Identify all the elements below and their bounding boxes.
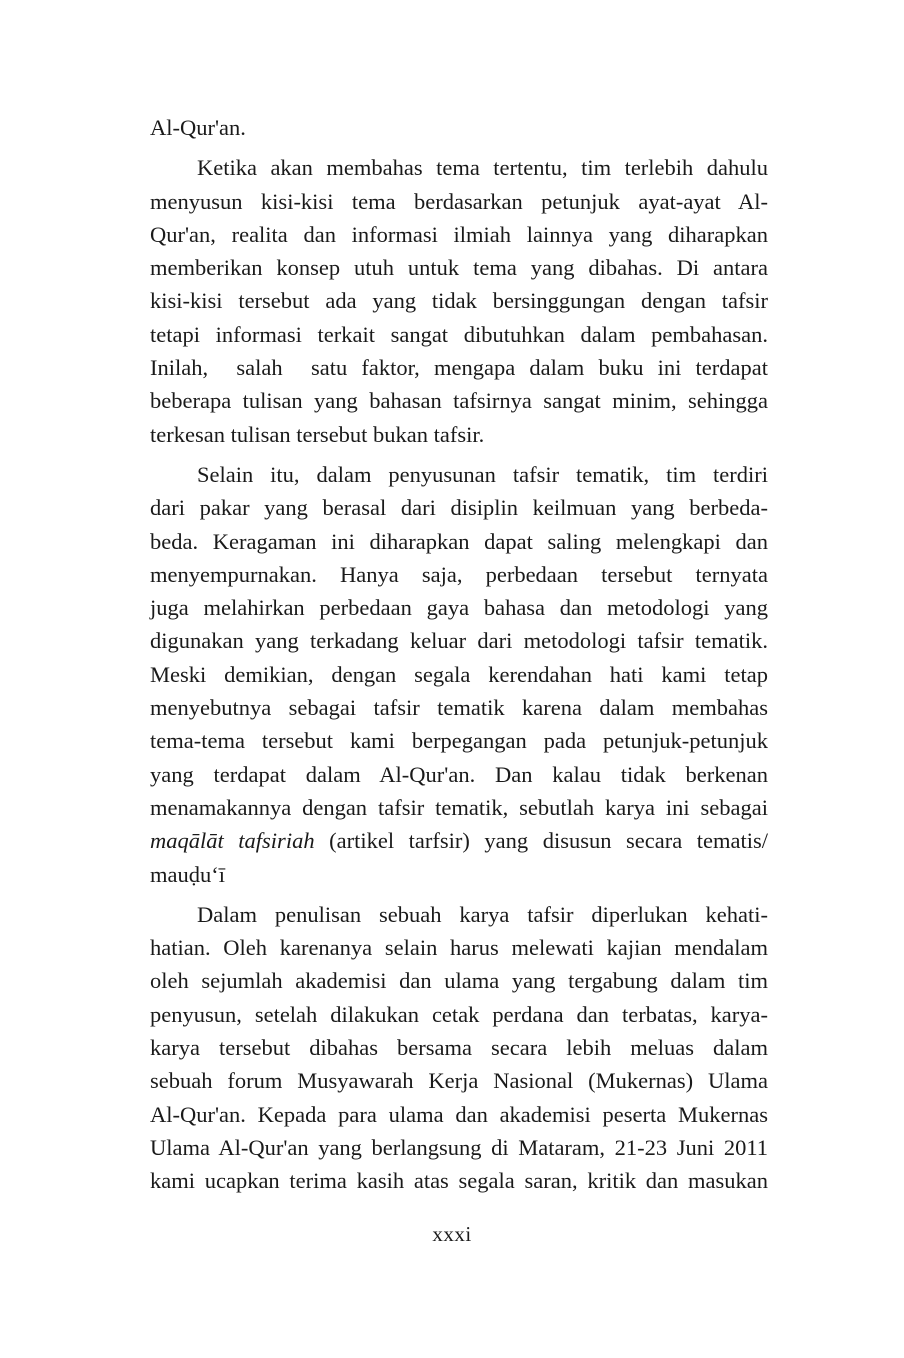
text-line: digunakan yang terkadang keluar dari metodologi tafsir tematik. (150, 628, 768, 654)
text-line: menyebutnya sebagai tafsir tematik karena dalam membahas (150, 695, 768, 721)
text-line: memberikan konsep utuh untuk tema yang dibahas. Di antara (150, 255, 768, 281)
text-line: tema-tema tersebut kami berpegangan pada petunjuk-petunjuk (150, 728, 768, 754)
text-line: terkesan tulisan tersebut bukan tafsir. (150, 421, 485, 447)
page-body (150, 111, 768, 1198)
text-line: penyusun, setelah dilakukan cetak perdana dan terbatas, karya- (150, 1001, 768, 1027)
text-line: hatian. Oleh karenanya selain harus melewati kajian mendalam (150, 935, 768, 961)
text-line: menamakannya dengan tafsir tematik, sebutlah karya ini sebagai (150, 794, 768, 820)
text-line: Meski demikian, dengan segala kerendahan hati kami tetap (150, 661, 768, 687)
italic-term: maqālāt tafsiriah (150, 828, 315, 854)
text-line: beda. Keragaman ini diharapkan dapat saling melengkapi dan (150, 528, 768, 554)
text-line: kisi-kisi tersebut ada yang tidak bersinggungan dengan tafsir (150, 288, 768, 314)
text-line: Ketika akan membahas tema tertentu, tim terlebih dahulu (197, 155, 768, 181)
text-line: sebuah forum Musyawarah Kerja Nasional (Mukernas) Ulama (150, 1068, 768, 1094)
text-line: Qur'an, realita dan informasi ilmiah lainnya yang diharapkan (150, 221, 768, 247)
text-line: Selain itu, dalam penyusunan tafsir tematik, tim terdiri (197, 461, 768, 487)
text-line: dari pakar yang berasal dari disiplin keilmuan yang berbeda- (150, 495, 768, 521)
paragraph-3 (150, 898, 768, 1198)
text-line: kami ucapkan terima kasih atas segala saran, kritik dan masukan (150, 1168, 768, 1194)
text-line: oleh sejumlah akademisi dan ulama yang tergabung dalam tim (150, 968, 768, 994)
text-line-with-italic-term (150, 824, 768, 857)
page-number: xxxi (432, 1222, 472, 1246)
text-line: beberapa tulisan yang bahasan tafsirnya sangat minim, sehingga (150, 388, 768, 414)
text-line: tetapi informasi terkait sangat dibutuhkan dalam pembahasan. (150, 321, 768, 347)
text-line: karya tersebut dibahas bersama secara lebih meluas dalam (150, 1035, 768, 1061)
text-line-rest: (artikel tarfsir) yang disusun secara tematis/ (314, 828, 768, 854)
paragraph-continuation (150, 111, 768, 144)
text-line: juga melahirkan perbedaan gaya bahasa dan metodologi yang (150, 595, 768, 621)
text-line: yang terdapat dalam Al-Qur'an. Dan kalau tidak berkenan (150, 761, 768, 787)
text-line: Dalam penulisan sebuah karya tafsir diperlukan kehati- (197, 901, 768, 927)
text-line: Al-Qur'an. (150, 115, 246, 140)
paragraph-1 (150, 151, 768, 451)
paragraph-2 (150, 458, 768, 891)
text-line: Inilah, salah satu faktor, mengapa dalam buku ini terdapat (150, 355, 768, 381)
text-line: Al-Qur'an. Kepada para ulama dan akademisi peserta Mukernas (150, 1101, 768, 1127)
text-line: mauḍu‘ī (150, 861, 225, 887)
text-line: menyempurnakan. Hanya saja, perbedaan tersebut ternyata (150, 561, 768, 587)
text-line: Ulama Al-Qur'an yang berlangsung di Mataram, 21-23 Juni 2011 (150, 1134, 768, 1160)
text-line: menyusun kisi-kisi tema berdasarkan petunjuk ayat-ayat Al- (150, 188, 768, 214)
